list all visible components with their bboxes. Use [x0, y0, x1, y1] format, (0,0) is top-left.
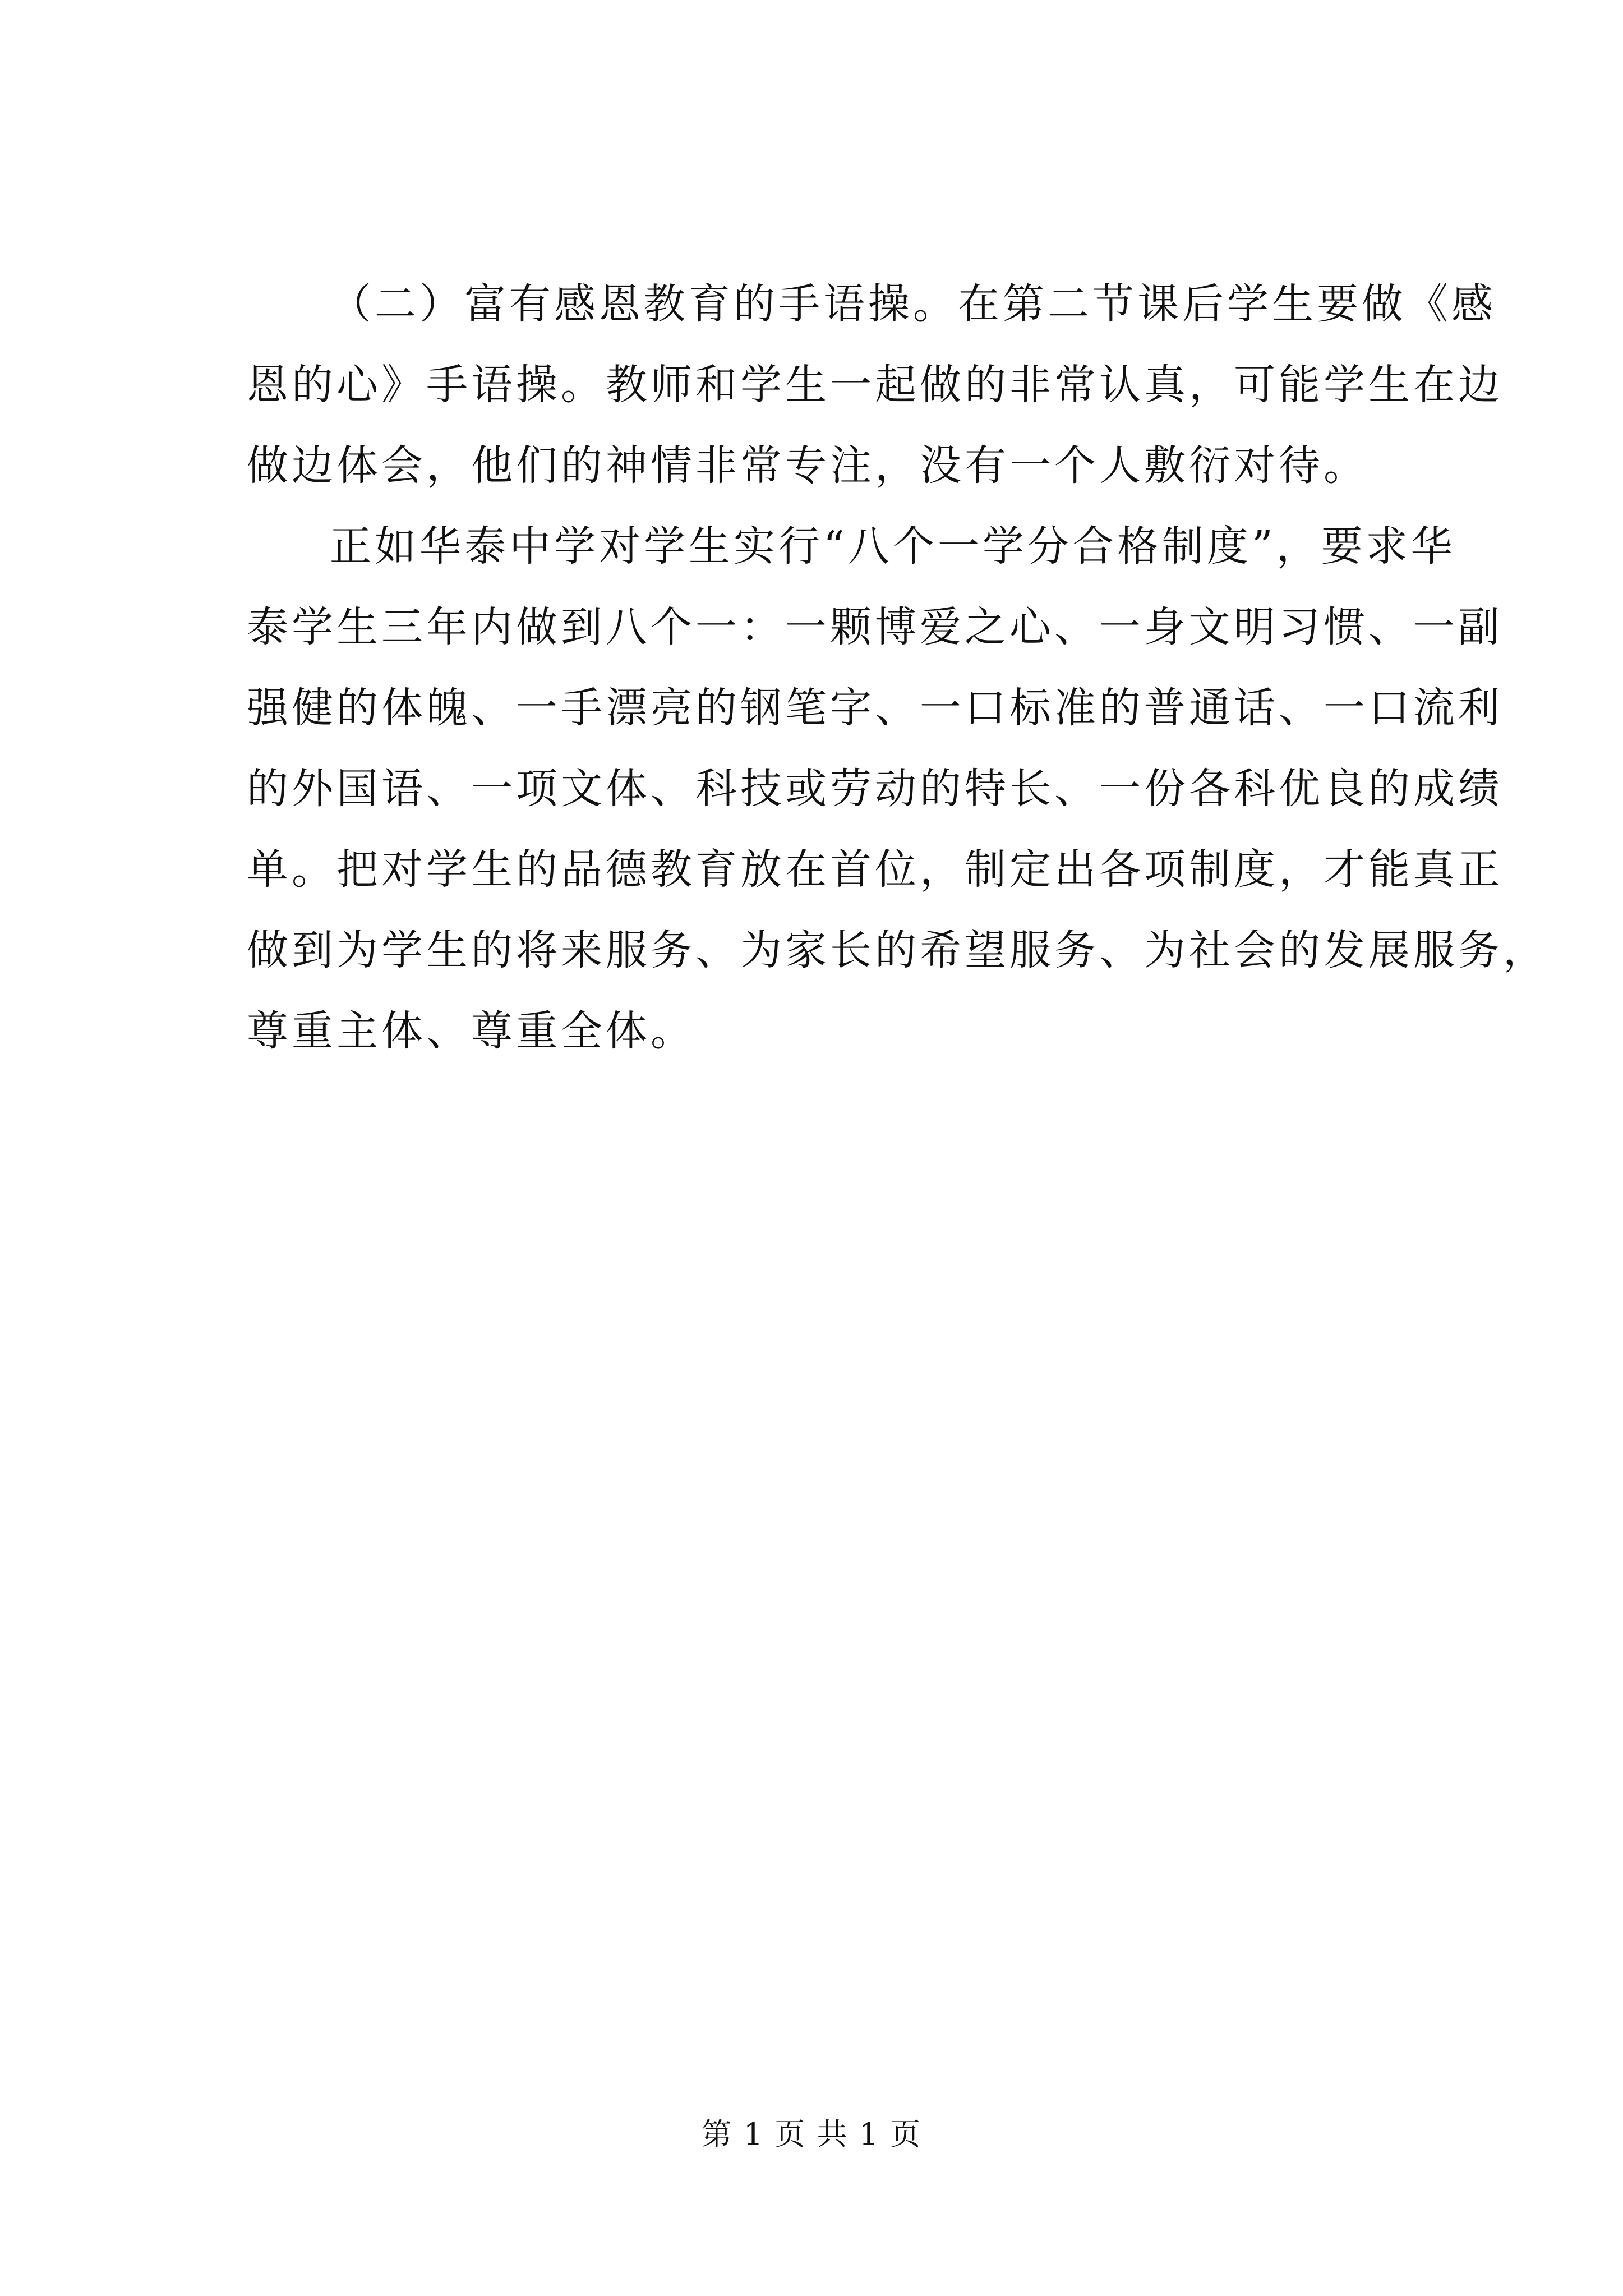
paragraph-2-line-1: 正如华泰中学对学生实行“八个一学分合格制度”，要求华 — [330, 522, 1456, 570]
paragraph-2-line-5: 单。把对学生的品德教育放在首位，制定出各项制度，才能真正 — [247, 845, 1503, 894]
paragraph-1-line-3: 做边体会，他们的神情非常专注，没有一个人敷衍对待。 — [247, 441, 1368, 490]
paragraph-2-line-7: 尊重主体、尊重全体。 — [247, 1007, 695, 1055]
paragraph-2 — [247, 506, 1548, 1071]
paragraph-2-line-2: 泰学生三年内做到八个一：一颗博爱之心、一身文明习惯、一副 — [247, 603, 1503, 651]
paragraph-2-line-4: 的外国语、一项文体、科技或劳动的特长、一份各科优良的成绩 — [247, 765, 1503, 813]
document-body — [247, 264, 1548, 1071]
page-footer: 第 1 页 共 1 页 — [701, 2116, 922, 2152]
paragraph-1-line-1: （二）富有感恩教育的手语操。在第二节课后学生要做《感 — [330, 280, 1496, 328]
paragraph-2-line-3: 强健的体魄、一手漂亮的钢笔字、一口标准的普通话、一口流利 — [247, 684, 1503, 732]
paragraph-1-line-2: 恩的心》手语操。教师和学生一起做的非常认真，可能学生在边 — [247, 361, 1503, 409]
paragraph-2-line-6: 做到为学生的将来服务、为家长的希望服务、为社会的发展服务， — [247, 926, 1548, 974]
paragraph-1 — [247, 264, 1503, 506]
